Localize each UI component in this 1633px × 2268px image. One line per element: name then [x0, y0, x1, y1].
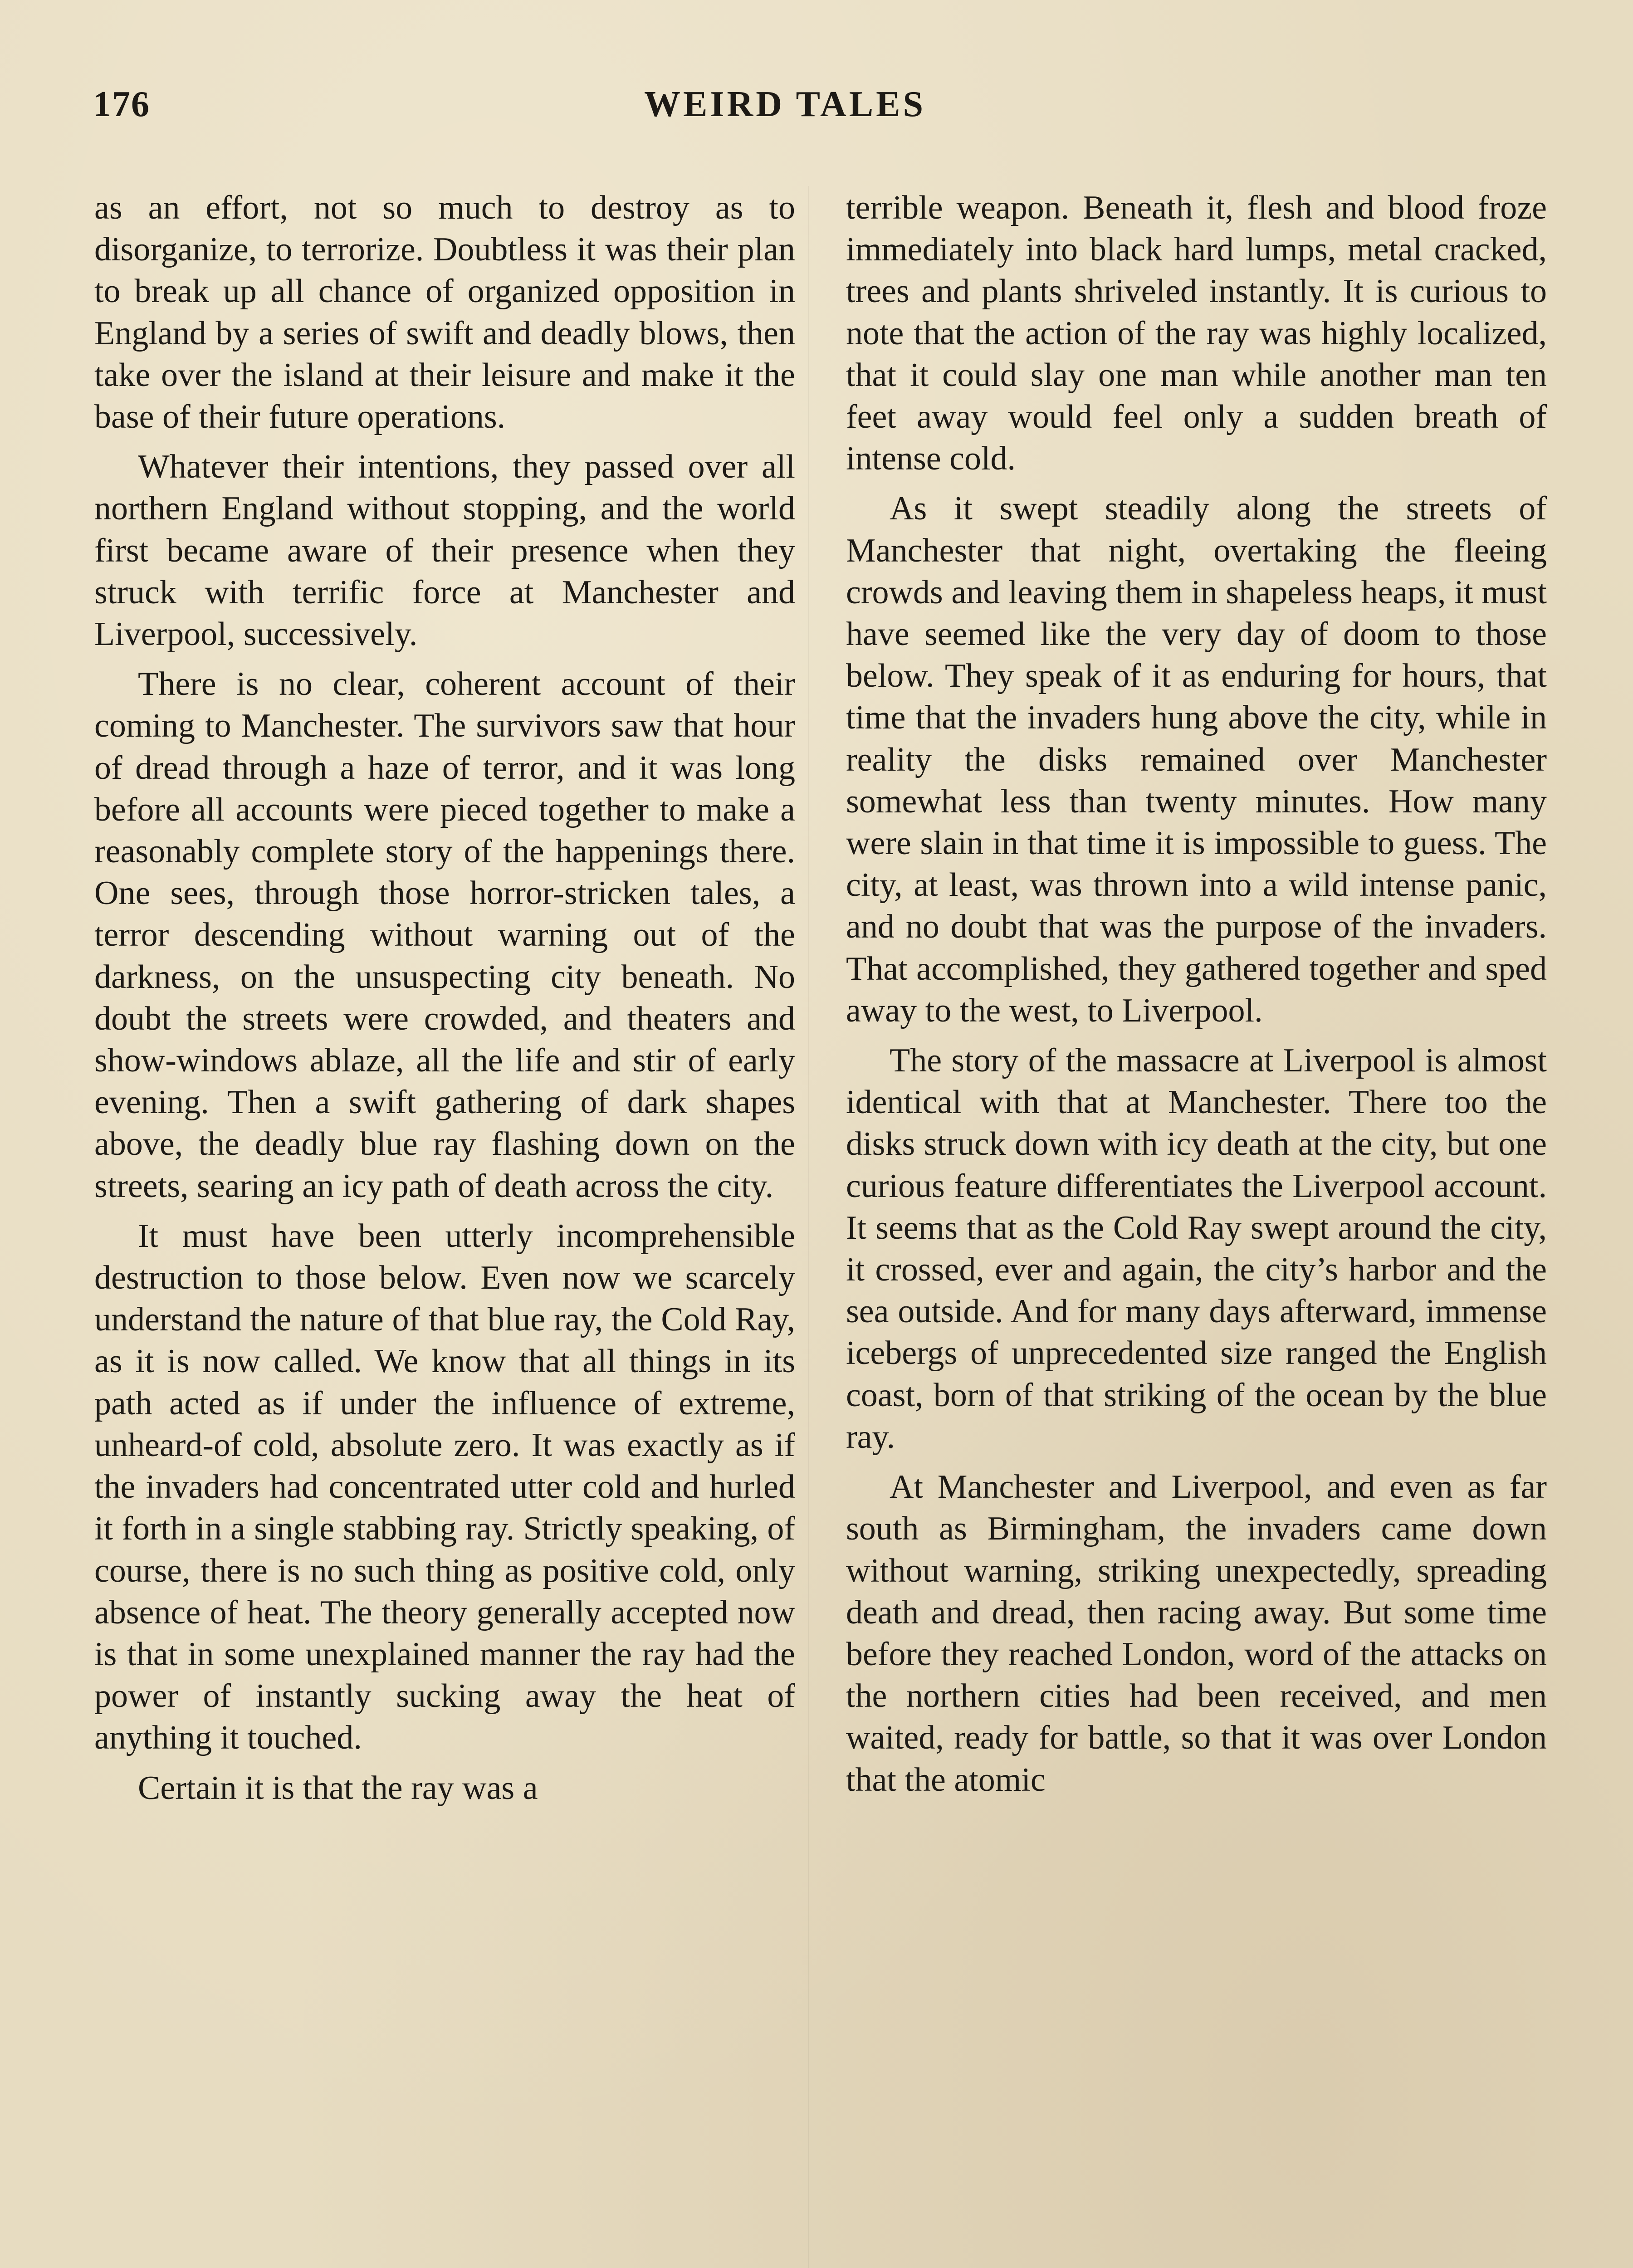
left-column [94, 187, 795, 1809]
column-gutter [808, 186, 809, 2268]
paragraph: As it swept steadily along the streets of Manchester that night, overtaking the fleeing crowds and leaving them in shapeless heaps, it must have seemed like the very day of doom to those below. They speak of it as enduring for hours, that time that the invaders hung above the city, while in reality the disks remained over Manchester somewhat less than twenty minutes. How many were slain in that time it is impossible to guess. The city, at least, was thrown into a wild intense panic, and no doubt that was the purpose of the invaders. That accomplished, they gathered together and sped away to the west, to Liverpool. [846, 490, 1547, 1029]
paragraph: There is no clear, coherent account of their coming to Manchester. The survivors saw that hour of dread through a haze of terror, and it was long before all accounts were pieced together to make a reasonably complete story of the happenings there. One sees, through those horror-stricken tales, a terror descending without warning out of the darkness, on the unsuspecting city beneath. No doubt the streets were crowded, and theaters and show-windows ablaze, all the life and stir of early evening. Then a swift gathering of dark shapes above, the deadly blue ray flashing down on the streets, searing an icy path of death across the city. [94, 665, 795, 1205]
paragraph: Whatever their intentions, they passed over all northern England without stopping, and the world first became aware of their presence when they struck with terrific force at Manchester and Liverpool, successively. [94, 448, 795, 653]
right-column [846, 187, 1547, 1801]
paragraph: as an effort, not so much to destroy as to disorganize, to terrorize. Doubtless it was their plan to break up all chance of organized opposition in England by a series of swift and deadly blows, then take over the island at their leisure and make it the base of their future operations. [94, 189, 795, 436]
paragraph: terrible weapon. Beneath it, flesh and blood froze immediately into black hard lumps, metal cracked, trees and plants shriveled instantly. It is curious to note that the action of the ray was highly localized, that it could slay one man while another man ten feet away would feel only a sudden breath of intense cold. [846, 189, 1547, 478]
paragraph: The story of the massacre at Liverpool is almost identical with that at Manchester. There too the disks struck down with icy death at the city, but one curious feature differentiates the Liverpool account. It seems that as the Cold Ray swept around the city, it crossed, ever and again, the city’s harbor and the sea outside. And for many days afterward, immense icebergs of unprecedented size ranged the English coast, born of that striking of the ocean by the blue ray. [846, 1042, 1547, 1456]
page-number: 176 [93, 84, 150, 124]
paragraph: It must have been utterly incomprehensible destruction to those below. Even now we scarcely understand the nature of that blue ray, the Cold Ray, as it is now called. We know that all things in its path acted as if under the influence of extreme, unheard-of cold, absolute zero. It was exactly as if the invaders had concentrated utter cold and hurled it forth in a single stabbing ray. Strictly speaking, of course, there is no such thing as positive cold, only absence of heat. The theory generally accepted now is that in some unexplained manner the ray had the power of instantly sucking away the heat of anything it touched. [94, 1217, 795, 1757]
paragraph: At Manchester and Liverpool, and even as far south as Birmingham, the invaders came down without warning, striking unexpectedly, spreading death and dread, then racing away. But some time before they reached London, word of the attacks on the northern cities had been received, and men waited, ready for battle, so that it was over London that the atomic [846, 1468, 1547, 1799]
page-header [93, 84, 1538, 134]
running-title: WEIRD TALES [644, 84, 926, 124]
paragraph: Certain it is that the ray was a [138, 1769, 538, 1807]
